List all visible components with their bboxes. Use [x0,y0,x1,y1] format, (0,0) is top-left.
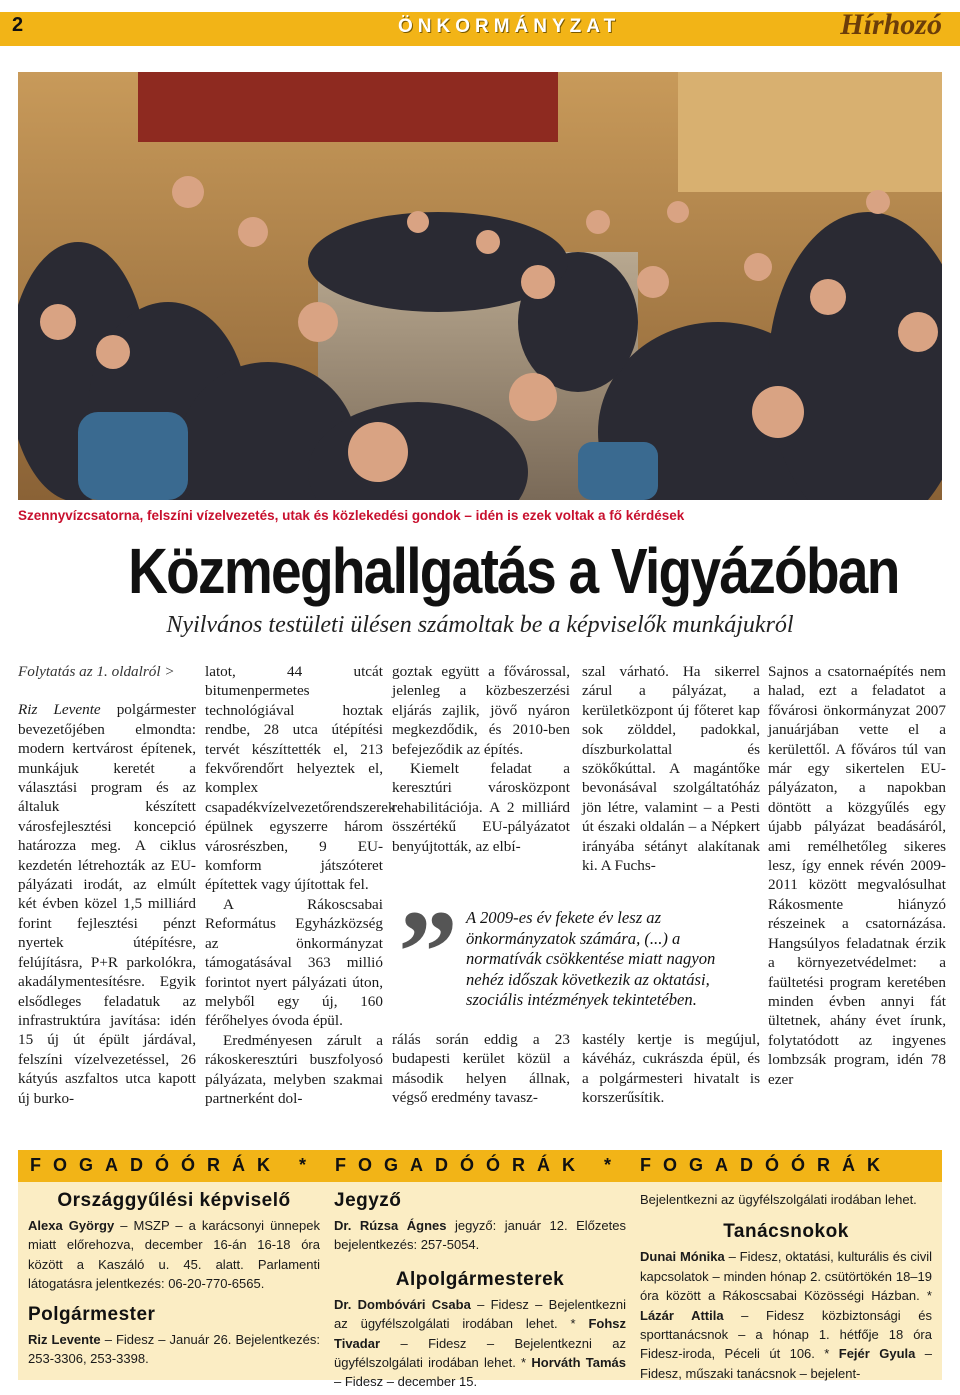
entry-text: – Fidesz, műszaki tanácsnok – bejelent- [640,1346,933,1381]
entry-text: – Fidesz közbiztonsági és sporttanácsnok – a hónap 1. hétfője 18 óra Fidesz-iroda, Péceli út 106. * [640,1307,932,1362]
article-column-1 [18,662,196,1108]
office-hours-banner-text: FOGADÓÓRÁK * FOGADÓÓRÁK * FOGADÓÓRÁK [30,1155,892,1175]
column-paragraph: Sajnos a csatornaépítés nem halad, ezt a feladatot a fővárosi önkormányzat 2007 januárjában vette el a kerülettől. A főváros túl van már egy sikertelen EU-pályázaton, a napokban döntött a közgyűlés egy újabb pályázat beadásáról, ami remélhetőleg sikeres lesz, így ennek révén 2009-2011 között megvalósulhat Rákosmente hiányzó részeinek a csatornázása. Hangsúlyos feladatnak érzik a környezetvédelmet: a faültetési program keretében minden évben annyi fát ültetnek, ahány évet írunk, folytatódott az ingyenes lombzsák program, idén 78 ezer [768,663,946,1088]
person-name: Riz Levente [18,701,101,719]
article-supertitle: Szennyvízcsatorna, felszíni vízelvezetés, utak és közlekedési gondok – idén is ezek voltak a fő kérdések [18,508,685,523]
office-hours-entry [28,1216,320,1294]
article-photo [18,72,942,500]
column-paragraph: kastély kertje is megújul, kávéház, cukrászda épül, és a polgármesteri hivatalt is korszerűsítik. [582,1031,760,1107]
article-column-4 [582,662,760,875]
person-name: Dunai Mónika [640,1249,725,1265]
column-paragraph: szal várható. Ha sikerrel zárul a pályázat, a kerületközpont új főteret kap sok zölddel, padokkal, díszburkolattal és szökőkúttal. A magántőke bevonásával szolgáltatóház jön létre, valamint – a Pesti út északi oldalán – a Népkert irányába sétányt alakítanak ki. A Fuchs- [582,663,760,875]
office-hours-heading: Alpolgármesterek [395,1268,565,1290]
person-name: Riz Levente [28,1331,101,1347]
office-hours-entry [640,1247,932,1383]
column-paragraph: rálás során eddig a 23 budapesti kerület közül a második helyen állnak, végső eredmény tavasz- [392,1031,570,1107]
person-name: Alexa György [28,1218,115,1233]
article-headline: Közmeghallgatás a Vigyázóban [128,535,899,607]
column-paragraph: latot, 44 utcát bitumenpermetes technológiával hoztak rendbe, 28 utca útépítési tervét készíttették el, 213 fekvőrendőrt helyeztek el, komplex csapadékvízelvezetőrendszerek épülnek egyszerre három városrészben, 9 EU-komform játszóteret építettek vagy újítottak fel. [205,663,396,894]
person-name: Lázár Attila [640,1307,724,1323]
page-header [0,0,960,58]
office-hours-entry [334,1295,626,1392]
article-column-5 [768,662,946,1089]
entry-text: – Fidesz – Bejelentkezni az ügyfélszolgálati irodában lehet. * [334,1296,626,1332]
office-hours-heading: Tanácsnokok [723,1221,849,1243]
section-title: ÖNKORMÁNYZAT [398,16,621,37]
entry-text: jegyző: január 12. Előzetes bejelentkezés: 257-5054. [334,1218,626,1253]
article-column-2 [205,662,396,1108]
person-name: Fohsz Tivadar [334,1316,626,1351]
office-hours-column-2 [334,1190,626,1392]
article-column-3 [392,662,570,856]
quote-mark-icon: ” [398,885,458,1018]
office-hours-entry [28,1330,320,1369]
office-hours-entry: Bejelentkezni az ügyfélszolgálati irodában lehet. [640,1192,917,1207]
office-hours-heading: Országgyűlési képviselő [57,1190,291,1211]
entry-text: – Fidesz – december 15. [334,1374,478,1390]
office-hours-column-1 [28,1190,320,1368]
article-column-4-lower [582,1030,760,1108]
entry-text: – MSZP – a karácsonyi ünnepek miatt előrehozva, december 16-án 16-18 óra között a Kaszáló u. 45. alatt. Parlamenti látogatásra jelentkezés: 06-20-770-6565. [28,1218,320,1292]
person-name: Horváth Tamás [531,1355,626,1371]
office-hours-column-3 [640,1190,932,1383]
pull-quote: A 2009-es év fekete év lesz az önkormányzatok számára, (...) a normatívák csökkentése miatt nagyon nehéz időszak következik az oktatási, szociális intézmények tekintetében. [466,908,716,1009]
column-paragraph: Kiemelt feladat a keresztúri városközpont rehabilitációja. A 2 milliárd összértékű EU-pályázatot benyújtották, az elbí- [392,760,570,855]
continued-from-note: Folytatás az 1. oldalról > [18,663,175,680]
column-paragraph: Eredményesen zárult a rákoskeresztúri buszfolyosó pályázata, melyben szakmai partnerként dol- [205,1031,383,1107]
entry-text: – Fidesz, oktatási, kulturális és civil kapcsolatok – minden hónap 2. csütörtökén 18–19 óra között a Rákoscsabai Közösségi Házban. * [640,1249,932,1304]
office-hours-heading: Jegyző [334,1190,402,1211]
person-name: Dr. Rúzsa Ágnes [334,1218,447,1233]
page-number: 2 [12,14,24,36]
office-hours-heading: Polgármester [28,1303,156,1325]
office-hours-entry [334,1216,626,1255]
column-paragraph: A Rákoscsabai Református Egyházközség az önkormányzat támogatásával 363 millió forintot nyert pályázati úton, melyből egy új, 160 férőhelyes óvoda épül. [205,895,383,1030]
person-name: Dr. Dombóvári Csaba [334,1296,471,1312]
newspaper-logo: Hírhozó [840,8,942,41]
entry-text: – Fidesz – Bejelentkezni az ügyfélszolgálati irodában lehet. * [334,1335,626,1371]
audience-photo-illustration [18,72,942,500]
column-paragraph: goztak együtt a fővárossal, jelenleg a közbeszerzési eljárás zajlik, jövő nyáron megkezdődik, és 2010-ben befejeződik az építés. [392,663,570,758]
person-name: Fejér Gyula [838,1346,916,1362]
entry-text: – Fidesz – Január 26. Bejelentkezés: 253-3306, 253-3398. [28,1331,320,1367]
column-paragraph [18,700,196,1108]
article-subtitle: Nyilvános testületi ülésen számoltak be a képviselők munkájukról [166,612,794,638]
article-column-3-lower [392,1030,570,1108]
paragraph-text: polgármester bevezetőjében elmondta: modern kertvárost építenek, munkájuk keretét a választási program és az általuk készített városfejlesztési koncepció határozza meg. A ciklus kezdetén létrehozták az EU-pályázati irodát, az elmúlt két évben közel 1,5 milliárd forint fejlesztési pénzt nyertek útépítésre, felújításra, P+R parkolókra, akadálymentesítésre. Egyik elsődleges feladatuk az infrastruktúra javítása: idén 15 új út épült járdával, felszíni vízelvezetéssel, 26 kátyús aszfaltos utca kapott új burko- [18,701,196,1107]
